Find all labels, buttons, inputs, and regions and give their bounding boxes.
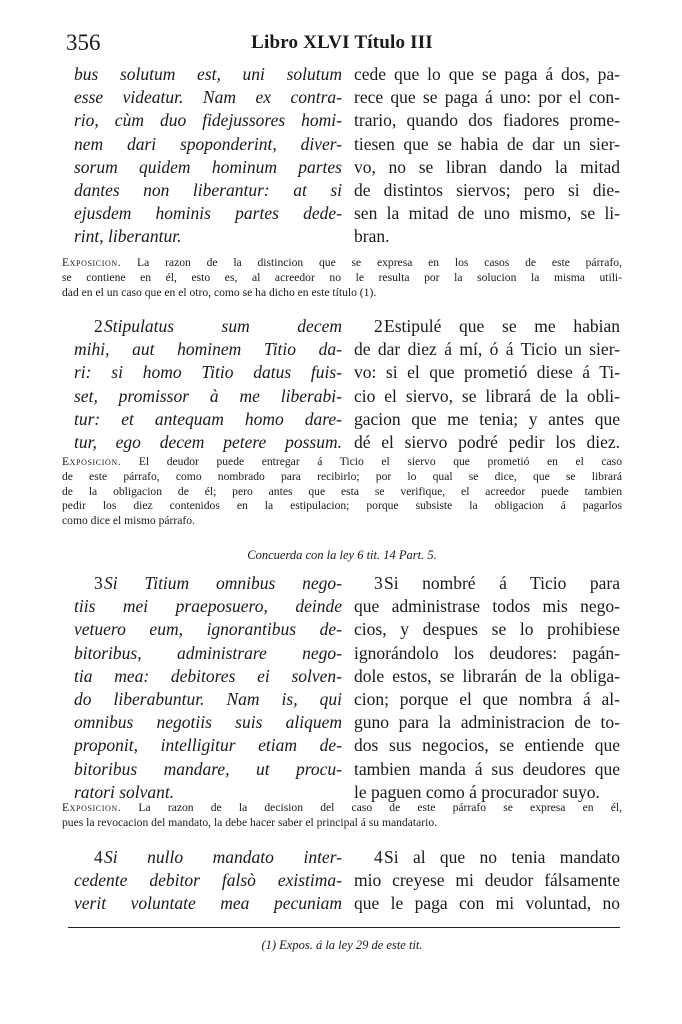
exposicion-3 bbox=[62, 801, 622, 831]
spanish-column bbox=[354, 846, 620, 916]
latin-line: ratori solvant. bbox=[74, 781, 175, 802]
latin-line-text: Stipulatus sum decem bbox=[104, 316, 342, 336]
concordance-note: Concuerda con la ley 6 tit. 14 Part. 5. bbox=[247, 548, 437, 562]
spanish-line: que le paga con mi voluntad, no bbox=[354, 893, 620, 914]
running-head: Libro XLVI Título III bbox=[251, 32, 433, 53]
spanish-line bbox=[354, 846, 620, 869]
spanish-column bbox=[354, 572, 620, 804]
exposicion-line: de este párrafo, como nombrado para recibirlo; por lo qual se dice, que se librará bbox=[62, 469, 622, 483]
latin-line: vetuero eum, ignorantibus de- bbox=[74, 619, 342, 640]
spanish-line: bran. bbox=[354, 226, 390, 247]
spanish-line-text: Estipulé que se me habian bbox=[384, 316, 620, 336]
spanish-line: cion; porque el que nombra á al- bbox=[354, 689, 620, 710]
latin-line: nem dari spoponderint, diver- bbox=[74, 133, 342, 154]
exposicion-line: como dice el mismo párrafo. bbox=[62, 514, 195, 528]
spanish-line: dos sus negocios, se entiende que bbox=[354, 735, 620, 756]
latin-line: tia mea: debitores ei solven- bbox=[74, 665, 342, 686]
latin-line-text: Si Titium omnibus nego- bbox=[104, 573, 342, 593]
latin-line: cedente debitor falsò existima- bbox=[74, 870, 342, 891]
spanish-line: le paguen como á procurador suyo. bbox=[354, 781, 600, 802]
latin-line: bitoribus mandare, ut procu- bbox=[74, 758, 342, 779]
spanish-line bbox=[354, 315, 620, 338]
spanish-line: rece que se paga á uno: por el con- bbox=[354, 87, 620, 108]
spanish-line: trario, quando dos fiadores prome- bbox=[354, 110, 620, 131]
exposicion-line: de la obligacion de él; pero antes que esta se verifique, el acreedor puede tambien bbox=[62, 484, 622, 498]
latin-line: do liberabuntur. Nam is, qui bbox=[74, 689, 342, 710]
exposicion-label: Exposicion. bbox=[62, 455, 122, 468]
exposicion-line: dad en el un caso que en el otro, como se ha dicho en este título (1). bbox=[62, 285, 377, 299]
exposicion-label: Exposicion. bbox=[62, 256, 122, 269]
spanish-line-text: Si nombré á Ticio para bbox=[384, 573, 620, 593]
spanish-line: sen la mitad de uno mismo, se li- bbox=[354, 203, 620, 224]
spanish-line: guno para la administracion de to- bbox=[354, 712, 620, 733]
latin-line: mihi, aut hominem Titio da- bbox=[74, 339, 342, 360]
latin-line: dantes non liberantur: at si bbox=[74, 180, 342, 201]
footnote: (1) Expos. á la ley 29 de este tit. bbox=[261, 938, 423, 952]
latin-line bbox=[74, 315, 342, 338]
spanish-line: dé el siervo podré pedir los diez. bbox=[354, 432, 620, 453]
latin-line: sorum quidem hominum partes bbox=[74, 156, 342, 177]
spanish-line: vo, no se libran dando la mitad bbox=[354, 156, 620, 177]
paragraph-number: 2 bbox=[374, 316, 383, 336]
paragraph-number: 3 bbox=[94, 573, 103, 593]
spanish-line: cio el siervo, se librará de la obli- bbox=[354, 385, 620, 406]
latin-line: rio, cùm duo fidejussores homi- bbox=[74, 110, 342, 131]
exposicion-line: se contiene en él, esto es, al acreedor no le resulta por la solucion la misma utili- bbox=[62, 270, 622, 284]
latin-line: proponit, intelligitur etiam de- bbox=[74, 735, 342, 756]
spanish-line: cede que lo que se paga á dos, pa- bbox=[354, 64, 620, 84]
latin-line: omnibus negotiis suis aliquem bbox=[74, 712, 342, 733]
latin-line: bus solutum est, uni solutum bbox=[74, 64, 342, 84]
spanish-line: cios, y despues se lo prohibiese bbox=[354, 619, 620, 640]
spanish-line: de distintos siervos; pero si die- bbox=[354, 180, 620, 201]
spanish-column bbox=[354, 315, 620, 454]
latin-line: tiis mei praeposuero, deinde bbox=[74, 596, 342, 617]
spanish-line bbox=[354, 572, 620, 595]
latin-column bbox=[74, 315, 342, 454]
spanish-line-text: Si al que no tenia mandato bbox=[384, 847, 620, 867]
spanish-line: dole estos, se librarán de la obliga- bbox=[354, 665, 620, 686]
spanish-line: que administrase todos mis nego- bbox=[354, 596, 620, 617]
latin-line: ri: si homo Titio datus fuis- bbox=[74, 362, 342, 383]
spanish-line: vo: si el que prometió diese á Ti- bbox=[354, 362, 620, 383]
latin-line: set, promissor à me liberabi- bbox=[74, 385, 342, 406]
latin-line: tur, ego decem petere possum. bbox=[74, 432, 342, 453]
paragraph-number: 4 bbox=[94, 847, 103, 867]
exposicion-line: pedir los diez contenidos en la estipulacion; porque subsiste la obligacion á pagarlos bbox=[62, 499, 622, 513]
latin-column bbox=[74, 63, 342, 249]
spanish-line: ignorándolo los deudores: pagán- bbox=[354, 642, 620, 663]
spanish-line: tiesen que se habia de dar un sier- bbox=[354, 133, 620, 154]
latin-line: verit voluntate mea pecuniam bbox=[74, 893, 342, 914]
spanish-line: gacion que me tenia; y antes que bbox=[354, 408, 620, 429]
page-header bbox=[66, 30, 618, 60]
exposicion-line: Exposicion. El deudor puede entregar á Ticio el siervo que prometió en el caso bbox=[62, 455, 622, 468]
paragraph-number: 2 bbox=[94, 316, 103, 336]
exposicion-2 bbox=[62, 455, 622, 529]
paragraph-number: 3 bbox=[374, 573, 383, 593]
latin-line-text: Si nullo mandato inter- bbox=[104, 847, 342, 867]
latin-line: rint, liberantur. bbox=[74, 226, 182, 247]
paragraph-number: 4 bbox=[374, 847, 383, 867]
spanish-column bbox=[354, 63, 620, 249]
page-number: 356 bbox=[66, 30, 101, 55]
footnote-rule bbox=[68, 927, 620, 928]
spanish-line: tambien manda á sus deudores que bbox=[354, 758, 620, 779]
exposicion-line: pues la revocacion del mandato, la debe hacer saber el principal á su mandatario. bbox=[62, 815, 438, 829]
latin-line: ejusdem hominis partes dede- bbox=[74, 203, 342, 224]
latin-line: tur: et antequam homo dare- bbox=[74, 408, 342, 429]
exposicion-label: Exposicion. bbox=[62, 801, 122, 814]
latin-column bbox=[74, 572, 342, 804]
exposicion-line: Exposicion. La razon de la distincion que se expresa en los casos de este párrafo, bbox=[62, 256, 622, 269]
latin-line bbox=[74, 846, 342, 869]
exposicion-line: Exposicion. La razon de la decision del caso de este párrafo se expresa en él, bbox=[62, 801, 622, 814]
latin-line bbox=[74, 572, 342, 595]
exposicion-1 bbox=[62, 256, 622, 300]
spanish-line: de dar diez á mí, ó á Ticio un sier- bbox=[354, 339, 620, 360]
latin-line: esse videatur. Nam ex contra- bbox=[74, 87, 342, 108]
spanish-line: mio creyese mi deudor fálsamente bbox=[354, 870, 620, 891]
latin-line: bitoribus, administrare nego- bbox=[74, 642, 342, 663]
latin-column bbox=[74, 846, 342, 916]
